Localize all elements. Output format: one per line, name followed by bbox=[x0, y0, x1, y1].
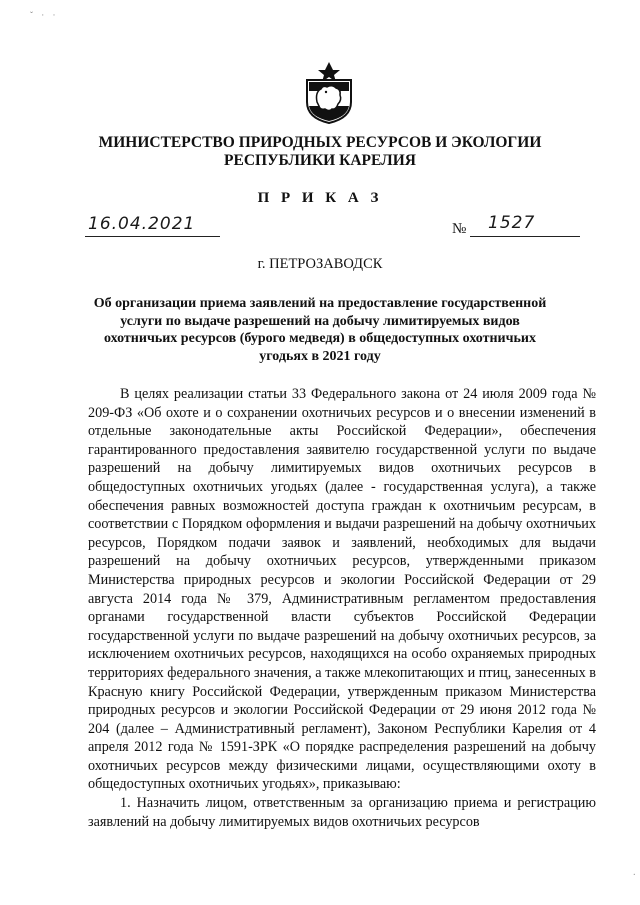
ministry-name-line1: МИНИСТЕРСТВО ПРИРОДНЫХ РЕСУРСОВ И ЭКОЛОГИИ bbox=[98, 134, 542, 151]
handwritten-number: 1527 bbox=[488, 213, 536, 233]
body-paragraph: В целях реализации статьи 33 Федерального закона от 24 июля 2009 года № 209-ФЗ «Об охоте и о сохранении охотничьих ресурсов и о внесении изменений в отдельные законодательные акты Российской Федерации», обеспечения гарантированного предоставления заявителю государственной услуги по выдаче разрешений на добычу лимитируемых видов охотничьих ресурсов в общедоступных охотничьих угодьях (далее - государственная услуга), а также обеспечения равных возможностей доступа граждан к охотничьим ресурсам, в соответствии с Порядком оформления и выдачи разрешений на добычу охотничьих ресурсов, Порядком подачи заявок и заявлений, необходимых для выдачи разрешений на добычу охотничьих ресурсов, утвержденными приказом Министерства природных ресурсов и экологии Российской Федерации от 29 августа 2014 года № 379, Административным регламентом предоставления органами государственной власти субъектов Российской Федерации государственной услуги по выдаче разрешений на добычу охотничьих ресурсов, за исключением охотничьих ресурсов, находящихся на особо охраняемых природных территориях федерального значения, а также млекопитающих и птиц, занесенных в Красную книгу Российской Федерации, утвержденным приказом Министерства природных ресурсов и экологии Российской Федерации от 29 июня 2012 года № 204 (далее – Административный регламент), Законом Республики Карелия от 4 апреля 2012 года № 1591-ЗРК «О порядке распределения разрешений на добычу охотничьих ресурсов между физическими лицами, осуществляющими охоту в общедоступных охотничьих угодьях», приказываю: bbox=[88, 386, 596, 793]
karelia-coat-of-arms-icon bbox=[302, 62, 356, 124]
order-subject: Об организации приема заявлений на предоставление государственной услуги по выдаче разрешений на добычу лимитируемых видов охотничьих ресурсов (бурого медведя) в общедоступных охотничьих угодьях в 2021 году bbox=[93, 296, 547, 364]
number-label: № bbox=[452, 221, 467, 237]
scan-marks: ˇ · · bbox=[30, 10, 59, 20]
handwritten-date: 16.04.2021 bbox=[88, 214, 196, 234]
order-body bbox=[88, 385, 596, 831]
city-name: г. ПЕТРОЗАВОДСК bbox=[257, 256, 383, 272]
document-type-title: П Р И К А З bbox=[257, 190, 383, 206]
body-item-1: 1. Назначить лицом, ответственным за организацию приема и регистрацию заявлений на добычу лимитируемых видов охотничьих ресурсов bbox=[88, 795, 596, 830]
ministry-name-line2: РЕСПУБЛИКИ КАРЕЛИЯ bbox=[224, 152, 416, 169]
scan-edge-mark: · bbox=[632, 870, 636, 881]
